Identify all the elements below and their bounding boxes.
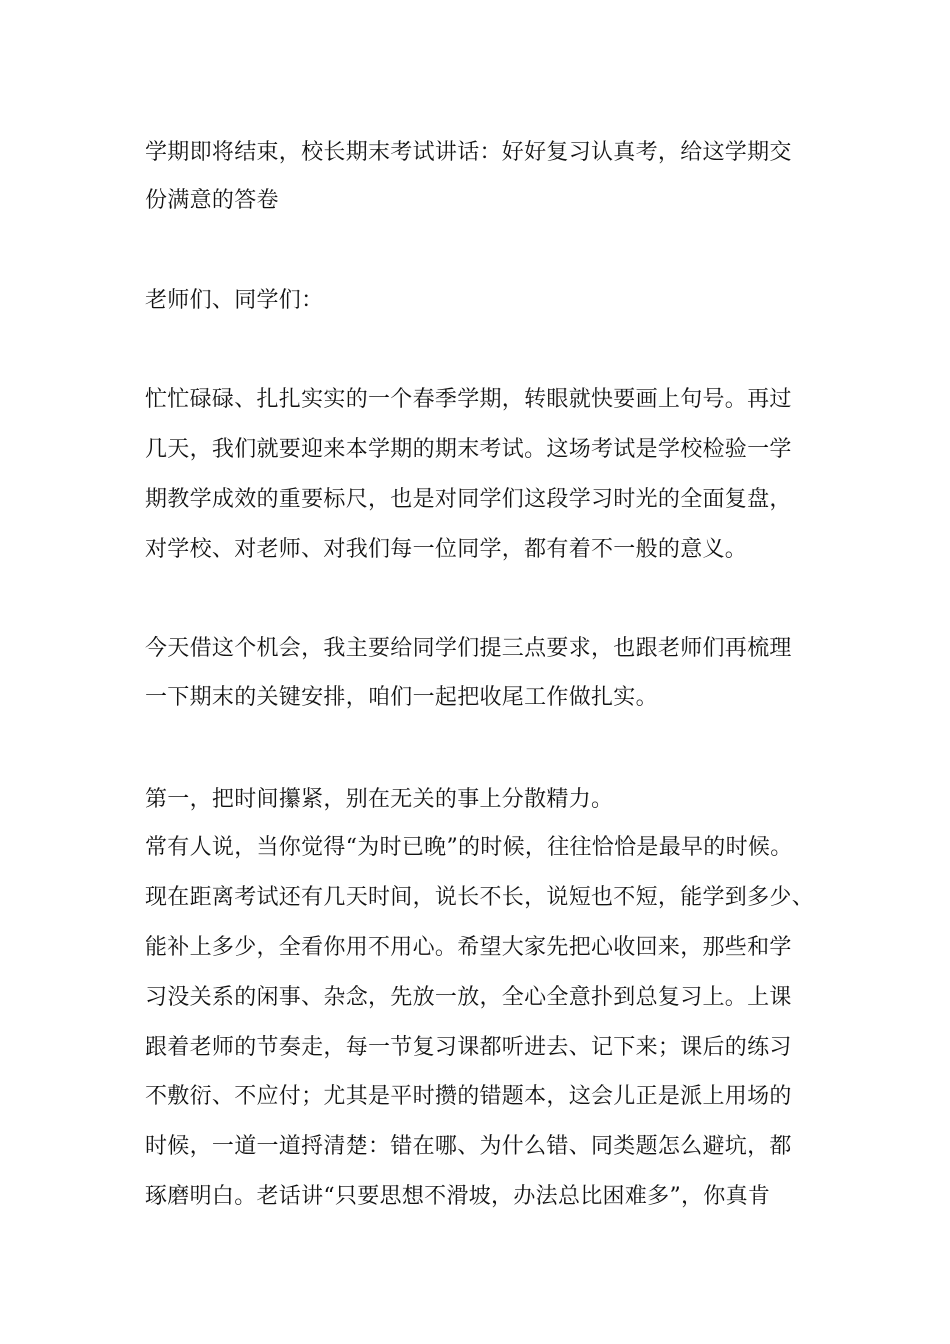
paragraph1-line-1: 忙忙碌碌、扎扎实实的一个春季学期，转眼就快要画上句号。再过 (145, 387, 792, 412)
section1-body-line-2: 现在距离考试还有几天时间，说长不长，说短也不短，能学到多少、 (145, 885, 815, 910)
paragraph1-line-3: 期教学成效的重要标尺，也是对同学们这段学习时光的全面复盘， (145, 487, 792, 512)
paragraph2-line-2: 一下期末的关键安排，咱们一起把收尾工作做扎实。 (145, 685, 658, 710)
section1-body-line-5: 跟着老师的节奏走，每一节复习课都听进去、记下来；课后的练习 (145, 1035, 792, 1060)
paragraph1-line-4: 对学校、对老师、对我们每一位同学，都有着不一般的意义。 (145, 537, 748, 562)
section1-body-line-8: 琢磨明白。老话讲“只要思想不滑坡，办法总比困难多”，你真肯 (145, 1184, 771, 1209)
document-title-line-2: 份满意的答卷 (145, 188, 279, 213)
section1-body-line-1: 常有人说，当你觉得“为时已晚”的时候，往往恰恰是最早的时候。 (145, 835, 793, 860)
section1-heading: 第一，把时间攥紧，别在无关的事上分散精力。 (145, 787, 614, 812)
section1-body-line-3: 能补上多少，全看你用不用心。希望大家先把心收回来，那些和学 (145, 935, 792, 960)
document-title-line-1: 学期即将结束，校长期末考试讲话：好好复习认真考，给这学期交 (145, 140, 792, 165)
section1-body-line-7: 时候，一道一道捋清楚：错在哪、为什么错、同类题怎么避坑，都 (145, 1134, 792, 1159)
paragraph2-line-1: 今天借这个机会，我主要给同学们提三点要求，也跟老师们再梳理 (145, 636, 792, 661)
paragraph1-line-2: 几天，我们就要迎来本学期的期末考试。这场考试是学校检验一学 (145, 437, 792, 462)
salutation: 老师们、同学们： (145, 288, 324, 313)
section1-body-line-6: 不敷衍、不应付；尤其是平时攒的错题本，这会儿正是派上用场的 (145, 1084, 792, 1109)
section1-body-line-4: 习没关系的闲事、杂念，先放一放，全心全意扑到总复习上。上课 (145, 985, 792, 1010)
